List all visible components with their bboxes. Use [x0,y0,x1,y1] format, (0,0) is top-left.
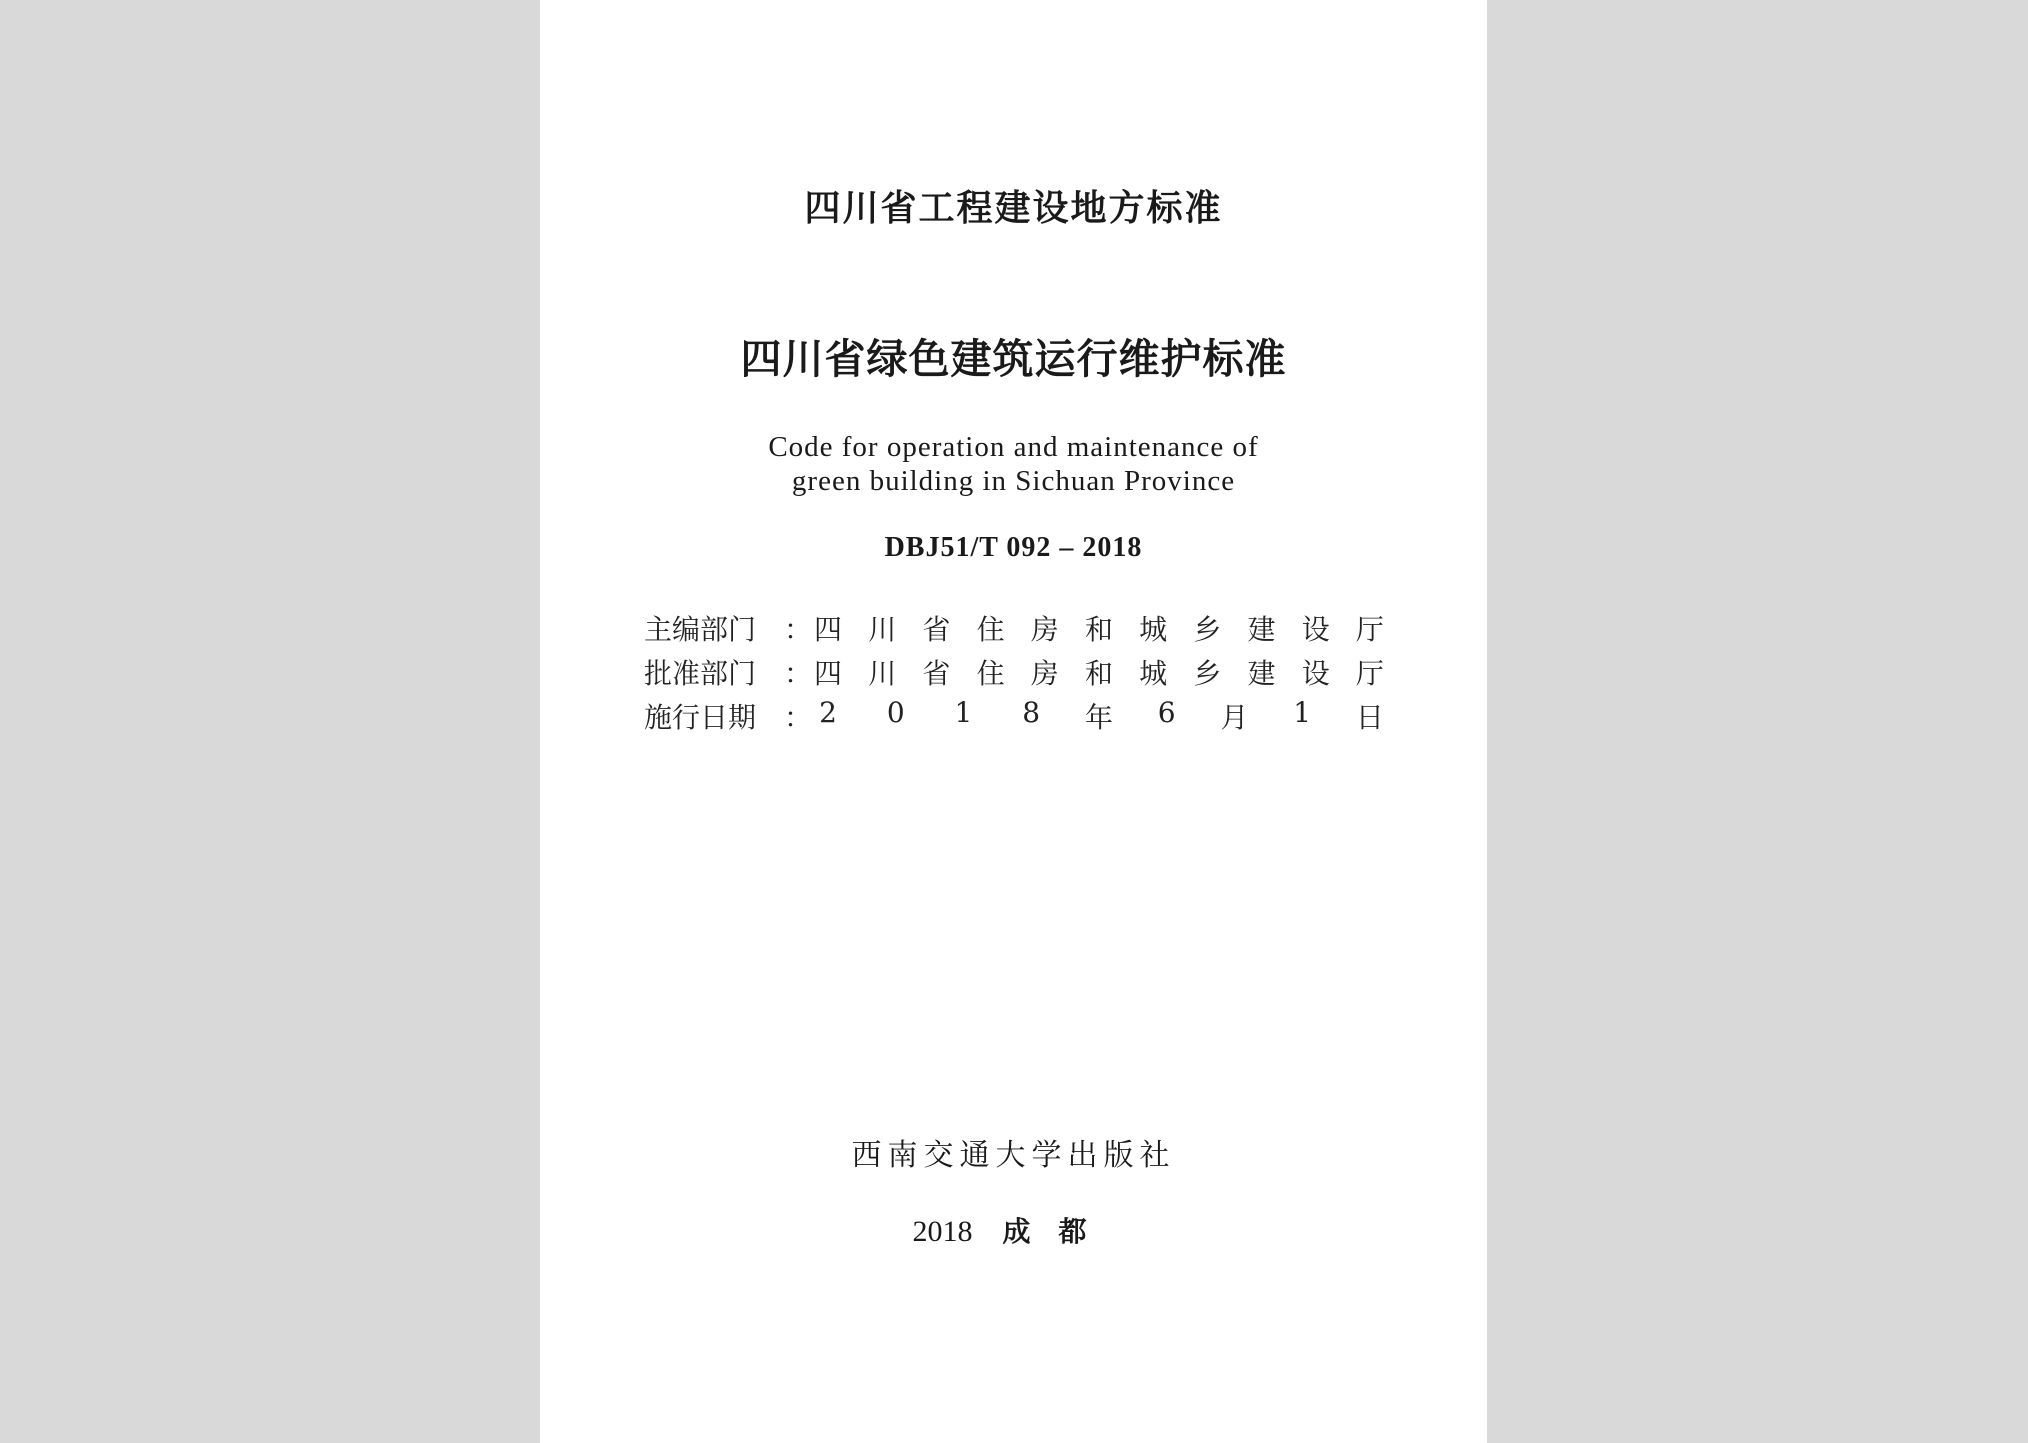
approver-char: 乡 [1193,657,1222,690]
date-char: 1 [1293,696,1312,729]
english-title [540,430,1487,498]
approver-row [644,650,1384,694]
editor-colon: ： [784,613,813,646]
date-char: 年 [1084,701,1113,734]
date-value [814,696,1384,736]
editor-value [814,608,1384,648]
editor-char: 住 [976,613,1005,646]
publication-city: 成都 [1002,1215,1115,1248]
editor-char: 房 [1030,613,1059,646]
approver-char: 和 [1084,657,1113,690]
editor-char: 省 [922,613,951,646]
publisher-name: 西南交通大学出版社 [851,1138,1176,1173]
approver-char: 建 [1247,657,1276,690]
approver-char: 省 [922,657,951,690]
date-label: 施行日期 [644,701,757,734]
editor-char: 川 [868,613,897,646]
approver-char: 房 [1030,657,1059,690]
english-title-line-1: Code for operation and maintenance of [768,431,1259,463]
document-title: 四川省绿色建筑运行维护标准 [740,335,1287,383]
date-char: 日 [1355,701,1384,734]
date-row [644,694,1384,738]
date-char: 8 [1022,696,1041,729]
publication-year: 2018 [912,1215,973,1248]
editor-char: 设 [1301,613,1330,646]
date-char: 2 [819,696,837,729]
approver-label: 批准部门 [644,657,757,690]
editor-char: 建 [1247,613,1276,646]
editor-char: 四 [814,613,843,646]
approver-char: 设 [1301,657,1330,690]
approver-char: 厅 [1355,657,1384,690]
cover-page [540,0,1487,1443]
date-char: 6 [1157,696,1176,729]
editor-label: 主编部门 [644,613,757,646]
standard-code: DBJ51/T 092 – 2018 [884,532,1143,563]
editor-char: 厅 [1355,613,1384,646]
approver-value [814,652,1384,692]
english-title-line-2: green building in Sichuan Province [791,465,1236,497]
editor-char: 乡 [1193,613,1222,646]
date-char: 0 [886,696,905,729]
editor-char: 和 [1084,613,1113,646]
approver-char: 川 [868,657,897,690]
approver-char: 住 [976,657,1005,690]
approver-char: 城 [1139,657,1168,690]
approver-colon: ： [784,657,813,690]
date-char: 月 [1220,701,1249,734]
publication-place [540,1210,1487,1250]
approver-char: 四 [814,657,843,690]
info-block [644,606,1384,738]
series-title: 四川省工程建设地方标准 [804,188,1223,229]
date-char: 1 [954,696,973,729]
editor-char: 城 [1139,613,1168,646]
editor-row [644,606,1384,650]
date-colon: ： [784,701,813,734]
